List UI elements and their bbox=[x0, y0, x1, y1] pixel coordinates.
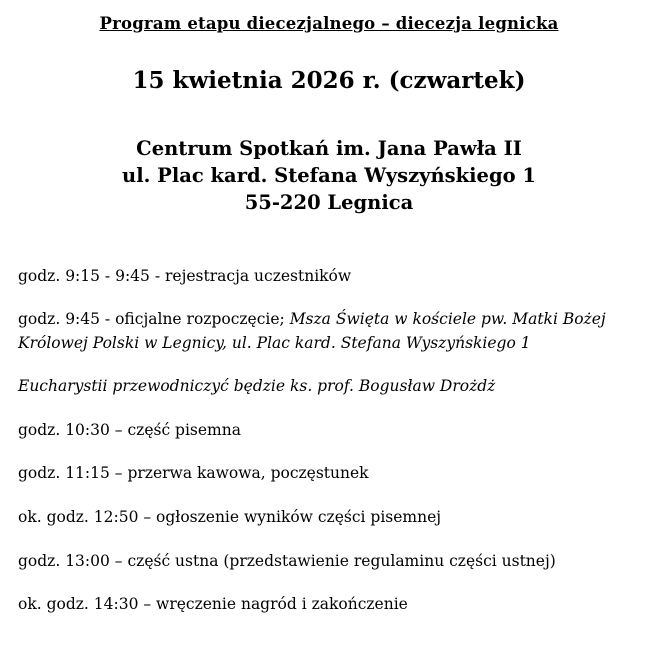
schedule-item-text: godz. 11:15 – przerwa kawowa, poczęstunek bbox=[18, 464, 369, 483]
schedule-item-text: godz. 13:00 – część ustna (przedstawienie regulaminu części ustnej) bbox=[18, 551, 556, 570]
venue-block bbox=[18, 136, 640, 217]
document-title: Program etapu diecezjalnego – diecezja legnicka bbox=[99, 14, 559, 33]
schedule-item-coffee-break bbox=[18, 462, 640, 486]
schedule-item-opening-mass bbox=[18, 308, 640, 355]
schedule-item-italic-text: Msza Święta w kościele pw. Matki Bożej Królowej Polski w Legnicy, ul. Plac kard. Stefana Wyszyńskiego 1 bbox=[18, 310, 606, 352]
schedule-item-oral-part bbox=[18, 550, 640, 574]
schedule-item-italic-text: Eucharystii przewodniczyć będzie ks. prof. Bogusław Drożdż bbox=[18, 377, 496, 396]
venue-city: 55-220 Legnica bbox=[244, 190, 414, 214]
schedule-item-text: godz. 10:30 – część pisemna bbox=[18, 420, 241, 439]
schedule-item-text: godz. 9:45 - oficjalne rozpoczęcie; bbox=[18, 310, 290, 329]
schedule-item-celebrant-note bbox=[18, 375, 640, 399]
date-heading: 15 kwietnia 2026 r. (czwartek) bbox=[132, 67, 526, 94]
schedule-item-written-part bbox=[18, 419, 640, 443]
schedule-item-text: ok. godz. 12:50 – ogłoszenie wyników części pisemnej bbox=[18, 508, 442, 526]
schedule-item-results-announcement bbox=[18, 506, 640, 530]
schedule-list bbox=[18, 265, 640, 617]
schedule-item-registration bbox=[18, 265, 640, 289]
schedule-item-awards-closing bbox=[18, 593, 640, 617]
schedule-item-text: godz. 9:15 - 9:45 - rejestracja uczestników bbox=[18, 266, 352, 285]
venue-name: Centrum Spotkań im. Jana Pawła II bbox=[136, 137, 522, 160]
schedule-item-text: ok. godz. 14:30 – wręczenie nagród i zakończenie bbox=[18, 595, 408, 614]
venue-street: ul. Plac kard. Stefana Wyszyńskiego 1 bbox=[122, 163, 536, 187]
